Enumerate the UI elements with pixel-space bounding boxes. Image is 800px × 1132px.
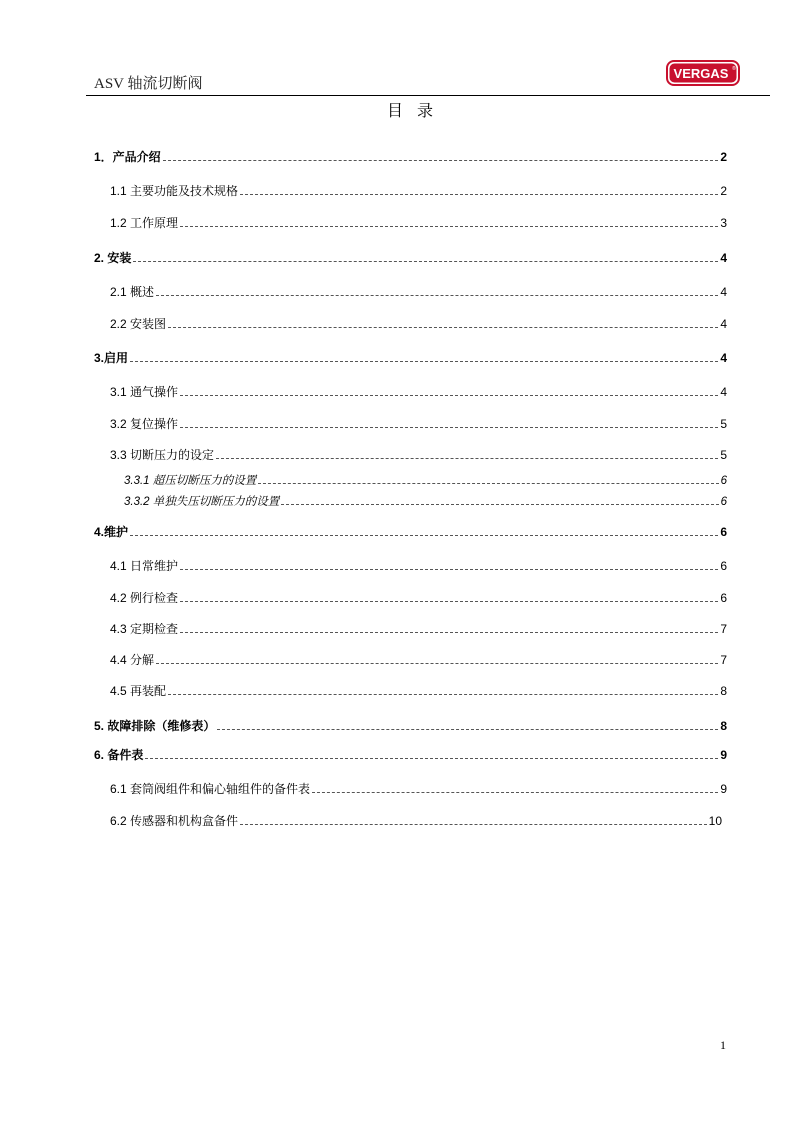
toc-entry-label: 3.2 复位操作 bbox=[110, 417, 179, 431]
toc-leader bbox=[156, 663, 718, 664]
toc-entry[interactable] bbox=[110, 559, 727, 573]
toc-entry[interactable] bbox=[110, 317, 727, 331]
toc-entry[interactable] bbox=[110, 216, 727, 230]
toc-entry-page: 6 bbox=[720, 475, 727, 487]
document-header-title: ASV 轴流切断阀 bbox=[94, 76, 203, 92]
toc-entry[interactable] bbox=[124, 474, 727, 488]
toc-entry-label: 6.2 传感器和机构盒备件 bbox=[110, 814, 239, 828]
toc-entry-label: 6.1 套筒阀组件和偏心轴组件的备件表 bbox=[110, 782, 311, 796]
toc-entry[interactable] bbox=[110, 184, 727, 198]
toc-leader bbox=[133, 261, 718, 262]
toc-leader bbox=[180, 569, 718, 570]
vergas-logo bbox=[666, 60, 740, 86]
toc-entry[interactable] bbox=[94, 719, 727, 733]
toc-leader bbox=[240, 824, 707, 825]
toc-leader bbox=[145, 758, 718, 759]
toc-entry[interactable] bbox=[110, 285, 727, 299]
toc-entry-label: 4.5 再装配 bbox=[110, 684, 167, 698]
toc-leader bbox=[281, 504, 718, 505]
toc-entry-label: 4.3 定期检查 bbox=[110, 622, 179, 636]
toc-entry-label: 3.3.2 单独失压切断压力的设置 bbox=[124, 496, 280, 508]
toc-entry-page: 7 bbox=[720, 622, 727, 636]
toc-entry-page: 4 bbox=[720, 351, 727, 365]
toc-entry-page: 2 bbox=[720, 184, 727, 198]
toc-entry-label: 3.3 切断压力的设定 bbox=[110, 448, 215, 462]
toc-entry-page: 8 bbox=[720, 684, 727, 698]
toc-leader bbox=[180, 601, 718, 602]
toc-entry-page: 4 bbox=[720, 251, 727, 265]
toc-entry[interactable] bbox=[110, 622, 727, 636]
toc-entry[interactable] bbox=[110, 684, 727, 698]
toc-leader bbox=[312, 792, 718, 793]
toc-leader bbox=[180, 226, 718, 227]
toc-entry-page: 6 bbox=[720, 525, 727, 539]
toc-leader bbox=[180, 427, 718, 428]
toc-entry[interactable] bbox=[110, 417, 727, 431]
toc-entry[interactable] bbox=[94, 351, 727, 365]
toc-entry-page: 6 bbox=[720, 496, 727, 508]
toc-entry-label: 5. 故障排除（维修表） bbox=[94, 719, 216, 733]
toc-leader bbox=[180, 395, 718, 396]
toc-leader bbox=[163, 160, 719, 161]
toc-leader bbox=[156, 295, 718, 296]
toc-leader bbox=[216, 458, 718, 459]
toc-entry-label: 3.1 通气操作 bbox=[110, 385, 179, 399]
toc-leader bbox=[217, 729, 718, 730]
toc-entry[interactable] bbox=[110, 591, 727, 605]
toc-entry[interactable] bbox=[94, 525, 727, 539]
toc-entry[interactable] bbox=[94, 251, 727, 265]
toc-entry-page: 7 bbox=[720, 653, 727, 667]
toc-entry-page: 5 bbox=[720, 417, 727, 431]
toc-entry-label: 3.3.1 超压切断压力的设置 bbox=[124, 475, 257, 487]
logo-registered-mark: ® bbox=[732, 66, 736, 72]
toc-entry-page: 6 bbox=[720, 591, 727, 605]
toc-entry-label: 4.4 分解 bbox=[110, 653, 155, 667]
toc-entry-page: 4 bbox=[720, 317, 727, 331]
toc-leader bbox=[168, 694, 718, 695]
toc-entry-page: 9 bbox=[720, 782, 727, 796]
toc-leader bbox=[130, 535, 718, 536]
toc-entry-label: 4.维护 bbox=[94, 525, 129, 539]
toc-entry-label: 1.2 工作原理 bbox=[110, 216, 179, 230]
page-number: 1 bbox=[720, 1038, 726, 1052]
toc-entry-label: 2. 安装 bbox=[94, 251, 132, 265]
toc-entry[interactable] bbox=[124, 495, 727, 509]
toc-entry-label: 1．产品介绍 bbox=[94, 150, 161, 164]
toc-leader bbox=[168, 327, 718, 328]
toc-entry-label: 4.2 例行检查 bbox=[110, 591, 179, 605]
toc-entry-label: 1.1 主要功能及技术规格 bbox=[110, 184, 239, 198]
toc-entry-page: 8 bbox=[720, 719, 727, 733]
toc-entry-page: 10 bbox=[708, 814, 722, 828]
toc-entry[interactable] bbox=[110, 814, 722, 828]
toc-entry[interactable] bbox=[110, 448, 727, 462]
toc-entry-page: 9 bbox=[720, 748, 727, 762]
toc-entry-label: 6. 备件表 bbox=[94, 748, 144, 762]
toc-entry-page: 6 bbox=[720, 559, 727, 573]
toc-entry-label: 2.1 概述 bbox=[110, 285, 155, 299]
header-divider bbox=[86, 95, 770, 96]
toc-leader bbox=[258, 483, 718, 484]
toc-entry-label: 2.2 安装图 bbox=[110, 317, 167, 331]
logo-text: VERGAS bbox=[673, 66, 729, 81]
toc-entry-page: 5 bbox=[720, 448, 727, 462]
toc-title: 目录 bbox=[387, 103, 448, 120]
toc-entry[interactable] bbox=[110, 653, 727, 667]
toc-entry-page: 2 bbox=[720, 150, 727, 164]
toc-entry-label: 3.启用 bbox=[94, 351, 129, 365]
toc-entry-label: 4.1 日常维护 bbox=[110, 559, 179, 573]
toc-entry[interactable] bbox=[110, 782, 727, 796]
toc-entry[interactable] bbox=[94, 748, 727, 762]
toc-entry[interactable] bbox=[94, 150, 727, 164]
toc-entry-page: 4 bbox=[720, 385, 727, 399]
toc-entry-page: 3 bbox=[720, 216, 727, 230]
toc-leader bbox=[130, 361, 718, 362]
toc-entry-page: 4 bbox=[720, 285, 727, 299]
toc-leader bbox=[240, 194, 718, 195]
toc-entry[interactable] bbox=[110, 385, 727, 399]
toc-leader bbox=[180, 632, 718, 633]
